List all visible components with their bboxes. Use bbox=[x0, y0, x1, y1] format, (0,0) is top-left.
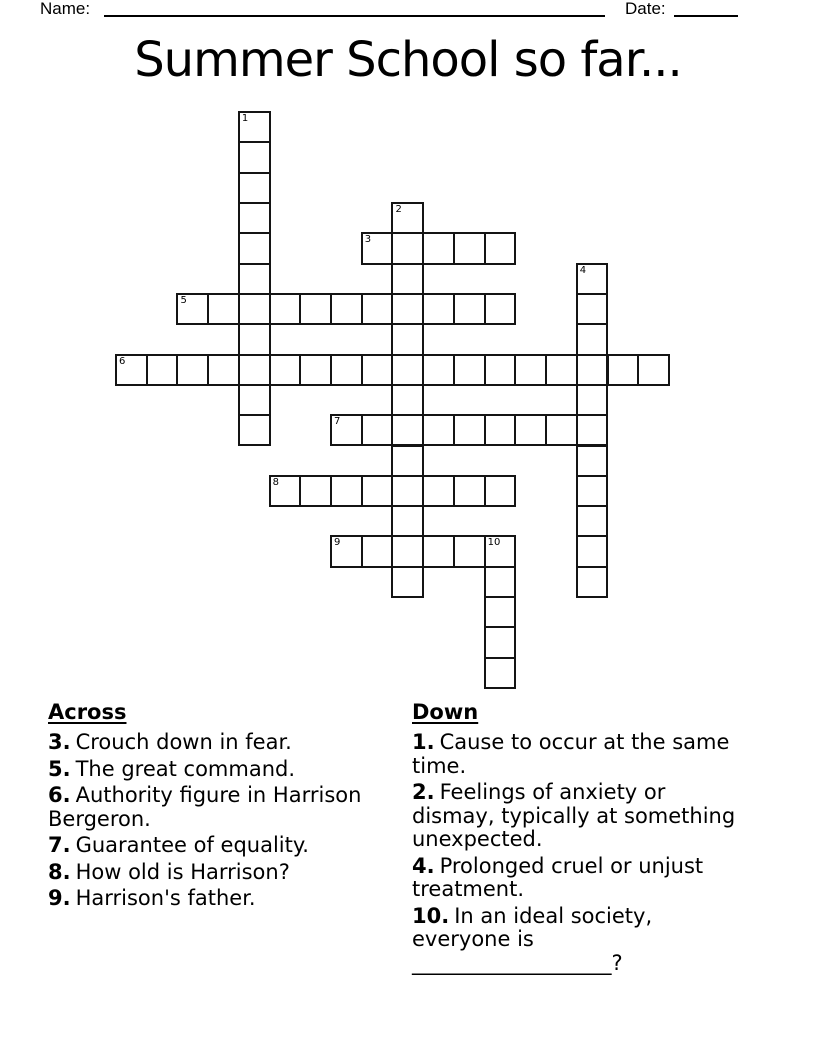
clue-item-across-5 bbox=[48, 758, 413, 782]
clue-item-across-9 bbox=[48, 887, 413, 911]
grid-cell[interactable] bbox=[545, 354, 578, 386]
grid-cell[interactable] bbox=[453, 232, 486, 264]
clue-item-down-10 bbox=[412, 905, 742, 976]
grid-cell[interactable] bbox=[269, 293, 302, 325]
page-title: Summer School so far... bbox=[134, 32, 682, 88]
cell-number: 10 bbox=[487, 537, 501, 549]
grid-cell[interactable] bbox=[391, 354, 424, 386]
clue-number: 1. bbox=[412, 730, 435, 754]
grid-cell[interactable] bbox=[576, 384, 609, 416]
clue-text: How old is Harrison? bbox=[75, 859, 290, 884]
grid-cell[interactable] bbox=[484, 414, 517, 446]
grid-cell[interactable] bbox=[391, 505, 424, 537]
grid-cell[interactable] bbox=[391, 293, 424, 325]
grid-cell[interactable] bbox=[361, 475, 394, 507]
grid-cell[interactable] bbox=[299, 293, 332, 325]
grid-cell[interactable] bbox=[391, 414, 424, 446]
name-blank-line[interactable] bbox=[104, 0, 605, 17]
clue-item-across-3 bbox=[48, 731, 413, 755]
grid-cell[interactable] bbox=[514, 414, 547, 446]
grid-cell[interactable] bbox=[299, 354, 332, 386]
clue-item-down-1 bbox=[412, 731, 742, 778]
clue-number: 2. bbox=[412, 780, 435, 804]
grid-cell[interactable] bbox=[576, 505, 609, 537]
grid-cell[interactable] bbox=[391, 566, 424, 598]
clue-number: 4. bbox=[412, 853, 435, 878]
clue-item-down-2 bbox=[412, 781, 742, 852]
grid-cell[interactable] bbox=[391, 263, 424, 295]
date-blank-line[interactable] bbox=[674, 0, 738, 17]
grid-cell[interactable] bbox=[391, 232, 424, 264]
grid-cell[interactable] bbox=[422, 232, 455, 264]
grid-cell[interactable] bbox=[207, 354, 240, 386]
clue-text: Guarantee of equality. bbox=[75, 833, 309, 857]
grid-cell[interactable] bbox=[484, 535, 517, 567]
grid-cell[interactable] bbox=[361, 414, 394, 446]
date-label: Date: bbox=[625, 0, 666, 18]
clue-text: Harrison's father. bbox=[75, 886, 256, 910]
cell-number: 2 bbox=[395, 203, 402, 215]
grid-cell[interactable] bbox=[637, 354, 670, 386]
across-heading: Across bbox=[48, 700, 127, 724]
grid-cell[interactable] bbox=[484, 475, 517, 507]
down-clues-column bbox=[412, 700, 742, 978]
clue-number: 7. bbox=[48, 833, 71, 857]
grid-cell[interactable] bbox=[576, 445, 609, 477]
grid-cell[interactable] bbox=[238, 232, 271, 264]
clue-item-across-8 bbox=[48, 861, 413, 885]
grid-cell[interactable] bbox=[453, 475, 486, 507]
grid-cell[interactable] bbox=[238, 293, 271, 325]
grid-cell[interactable] bbox=[422, 293, 455, 325]
grid-cell[interactable] bbox=[576, 263, 609, 295]
across-clues-column bbox=[48, 700, 413, 914]
cell-number: 8 bbox=[272, 476, 279, 488]
grid-cell[interactable] bbox=[330, 414, 363, 446]
grid-cell[interactable] bbox=[576, 475, 609, 507]
crossword-grid bbox=[115, 111, 671, 689]
cell-number: 5 bbox=[180, 294, 187, 306]
clue-text: The great command. bbox=[75, 756, 296, 781]
grid-cell[interactable] bbox=[453, 293, 486, 325]
grid-cell[interactable] bbox=[176, 293, 209, 325]
grid-cell[interactable] bbox=[238, 414, 271, 446]
grid-cell[interactable] bbox=[484, 626, 517, 658]
grid-cell[interactable] bbox=[576, 293, 609, 325]
grid-cell[interactable] bbox=[238, 323, 271, 355]
cell-number: 3 bbox=[364, 234, 372, 246]
grid-cell[interactable] bbox=[484, 293, 517, 325]
cell-number: 9 bbox=[334, 537, 341, 549]
grid-cell[interactable] bbox=[422, 475, 455, 507]
clue-text: Prolonged cruel or unjust treatment. bbox=[412, 853, 704, 901]
grid-cell[interactable] bbox=[299, 475, 332, 507]
grid-cell[interactable] bbox=[391, 384, 424, 416]
grid-cell[interactable] bbox=[484, 232, 517, 264]
grid-cell[interactable] bbox=[207, 293, 240, 325]
grid-cell[interactable] bbox=[361, 535, 394, 567]
clue-number: 6. bbox=[48, 783, 71, 807]
grid-cell[interactable] bbox=[269, 354, 302, 386]
down-heading: Down bbox=[412, 700, 479, 724]
grid-cell[interactable] bbox=[115, 354, 148, 386]
grid-cell[interactable] bbox=[391, 535, 424, 567]
clue-text: Cause to occur at the same time. bbox=[412, 730, 730, 778]
grid-cell[interactable] bbox=[330, 293, 363, 325]
grid-cell[interactable] bbox=[238, 172, 271, 204]
clue-item-across-7 bbox=[48, 834, 413, 858]
grid-cell[interactable] bbox=[361, 354, 394, 386]
grid-cell[interactable] bbox=[607, 354, 640, 386]
clue-number: 9. bbox=[48, 886, 71, 910]
grid-cell[interactable] bbox=[484, 566, 517, 598]
grid-cell[interactable] bbox=[391, 475, 424, 507]
grid-cell[interactable] bbox=[391, 323, 424, 355]
grid-cell[interactable] bbox=[269, 475, 302, 507]
grid-cell[interactable] bbox=[422, 535, 455, 567]
clue-number: 8. bbox=[48, 859, 71, 884]
grid-cell[interactable] bbox=[484, 596, 517, 628]
grid-cell[interactable] bbox=[238, 384, 271, 416]
grid-cell[interactable] bbox=[361, 232, 394, 264]
grid-cell[interactable] bbox=[545, 414, 578, 446]
grid-cell[interactable] bbox=[238, 354, 271, 386]
grid-cell[interactable] bbox=[330, 475, 363, 507]
grid-cell[interactable] bbox=[453, 535, 486, 567]
grid-cell[interactable] bbox=[576, 323, 609, 355]
grid-cell[interactable] bbox=[453, 354, 486, 386]
clue-text: In an ideal society, everyone is ___________________? bbox=[412, 903, 653, 975]
cell-number: 7 bbox=[334, 416, 341, 428]
grid-cell[interactable] bbox=[422, 414, 455, 446]
grid-cell[interactable] bbox=[576, 535, 609, 567]
grid-cell[interactable] bbox=[576, 566, 609, 598]
grid-cell[interactable] bbox=[238, 111, 271, 143]
grid-cell[interactable] bbox=[176, 354, 209, 386]
grid-cell[interactable] bbox=[484, 657, 517, 689]
grid-cell[interactable] bbox=[238, 141, 271, 173]
grid-cell[interactable] bbox=[484, 354, 517, 386]
grid-cell[interactable] bbox=[453, 414, 486, 446]
clue-text: Authority figure in Harrison Bergeron. bbox=[48, 783, 362, 831]
grid-cell[interactable] bbox=[330, 535, 363, 567]
clue-number: 5. bbox=[48, 756, 71, 781]
clue-number: 3. bbox=[48, 730, 71, 754]
grid-cell[interactable] bbox=[514, 354, 547, 386]
clue-item-across-6 bbox=[48, 784, 413, 831]
cell-number: 6 bbox=[119, 355, 126, 367]
grid-cell[interactable] bbox=[422, 354, 455, 386]
clue-text: Crouch down in fear. bbox=[75, 730, 292, 754]
clue-number: 10. bbox=[412, 903, 450, 928]
grid-cell[interactable] bbox=[238, 263, 271, 295]
grid-cell[interactable] bbox=[238, 202, 271, 234]
clue-text: Feelings of anxiety or dismay, typically at something unexpected. bbox=[412, 780, 736, 851]
cell-number: 4 bbox=[579, 264, 587, 276]
cell-number: 1 bbox=[241, 113, 249, 124]
name-label: Name: bbox=[40, 0, 91, 18]
grid-cell[interactable] bbox=[576, 354, 609, 386]
grid-cell[interactable] bbox=[576, 414, 609, 446]
clue-item-down-4 bbox=[412, 855, 742, 902]
grid-cell[interactable] bbox=[361, 293, 394, 325]
grid-cell[interactable] bbox=[391, 202, 424, 234]
grid-cell[interactable] bbox=[330, 354, 363, 386]
grid-cell[interactable] bbox=[391, 445, 424, 477]
grid-cell[interactable] bbox=[146, 354, 179, 386]
